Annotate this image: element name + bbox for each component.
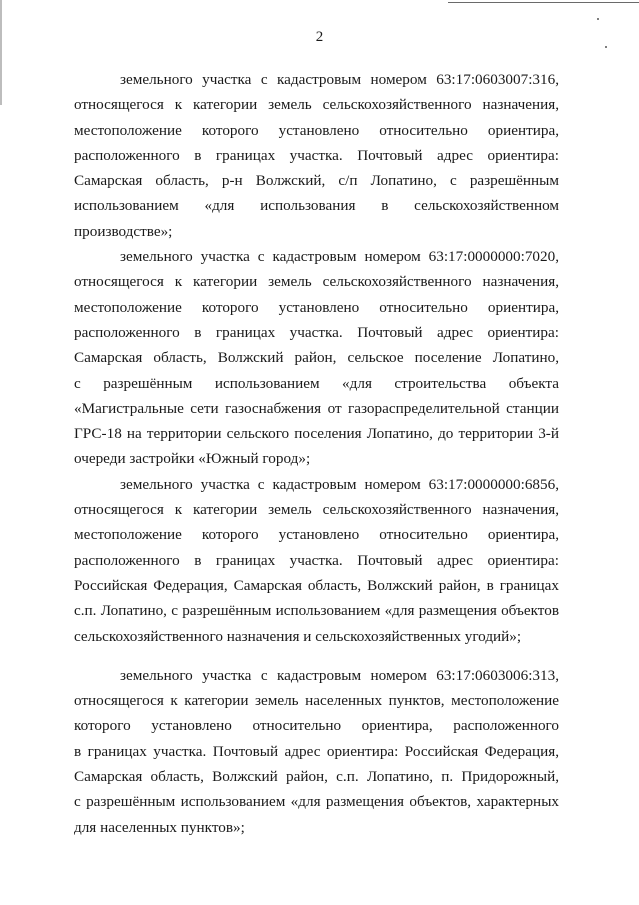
text-line: для населенных пунктов»; <box>74 818 245 836</box>
text-line: земельного участка с кадастровым номером 63:17:0603006:313, <box>120 666 559 684</box>
text-line: земельного участка с кадастровым номером 63:17:0603007:316, <box>120 71 559 88</box>
text-line: Российская Федерация, Самарская область, Волжский район, в границах <box>74 576 559 594</box>
paragraph-parcel-7020 <box>74 244 559 472</box>
text-line: с разрешённым использованием «для строительства объекта <box>74 374 559 392</box>
text-line: Самарская область, Волжский район, с.п. Лопатино, п. Придорожный, <box>74 768 559 786</box>
text-line: относящегося к категории земель сельскохозяйственного назначения, <box>74 501 559 519</box>
text-line: Самарская область, р-н Волжский, с/п Лопатино, с разрешённым <box>74 172 559 190</box>
scan-speck <box>605 46 607 48</box>
text-line: «Магистральные сети газоснабжения от газораспределительной станции <box>74 399 559 417</box>
text-line: местоположение которого установлено относительно ориентира, <box>74 298 559 316</box>
text-line: производстве»; <box>74 222 173 240</box>
page-number: 2 <box>315 29 324 45</box>
text-line: местоположение которого установлено относительно ориентира, <box>74 526 559 544</box>
text-line: сельскохозяйственного назначения и сельскохозяйственных угодий»; <box>74 627 522 645</box>
text-line: расположенного в границах участка. Почтовый адрес ориентира: <box>74 323 559 341</box>
text-line: расположенного в границах участка. Почтовый адрес ориентира: <box>74 146 559 164</box>
text-line: Самарская область, Волжский район, сельское поселение Лопатино, <box>74 349 559 367</box>
text-line: относящегося к категории земель сельскохозяйственного назначения, <box>74 96 559 114</box>
text-line: местоположение которого установлено относительно ориентира, <box>74 121 559 139</box>
text-line: использованием «для использования в сельскохозяйственном <box>74 197 559 215</box>
paragraph-parcel-316 <box>74 67 559 244</box>
document-body <box>74 67 559 840</box>
text-line: в границах участка. Почтовый адрес ориентира: Российская Федерация, <box>74 742 559 760</box>
text-line: ГРС-18 на территории сельского поселения Лопатино, до территории 3-й <box>74 425 559 443</box>
text-line: земельного участка с кадастровым номером 63:17:0000000:7020, <box>120 248 559 266</box>
paragraph-parcel-6856 <box>74 472 559 649</box>
text-line: с.п. Лопатино, с разрешённым использованием «для размещения объектов <box>74 602 559 620</box>
text-line: которого установлено относительно ориентира, расположенного <box>74 717 559 735</box>
text-line: земельного участка с кадастровым номером 63:17:0000000:6856, <box>120 475 559 493</box>
text-line: расположенного в границах участка. Почтовый адрес ориентира: <box>74 551 559 569</box>
text-line: с разрешённым использованием «для размещения объектов, характерных <box>74 793 559 811</box>
scan-artifact-top-line <box>448 2 639 3</box>
scan-artifact-left-edge <box>0 0 2 105</box>
text-line: относящегося к категории земель населенных пунктов, местоположение <box>74 692 559 710</box>
text-line: относящегося к категории земель сельскохозяйственного назначения, <box>74 273 559 291</box>
scan-speck <box>597 18 599 20</box>
paragraph-parcel-313 <box>74 663 559 840</box>
text-line: очереди застройки «Южный город»; <box>74 450 311 468</box>
